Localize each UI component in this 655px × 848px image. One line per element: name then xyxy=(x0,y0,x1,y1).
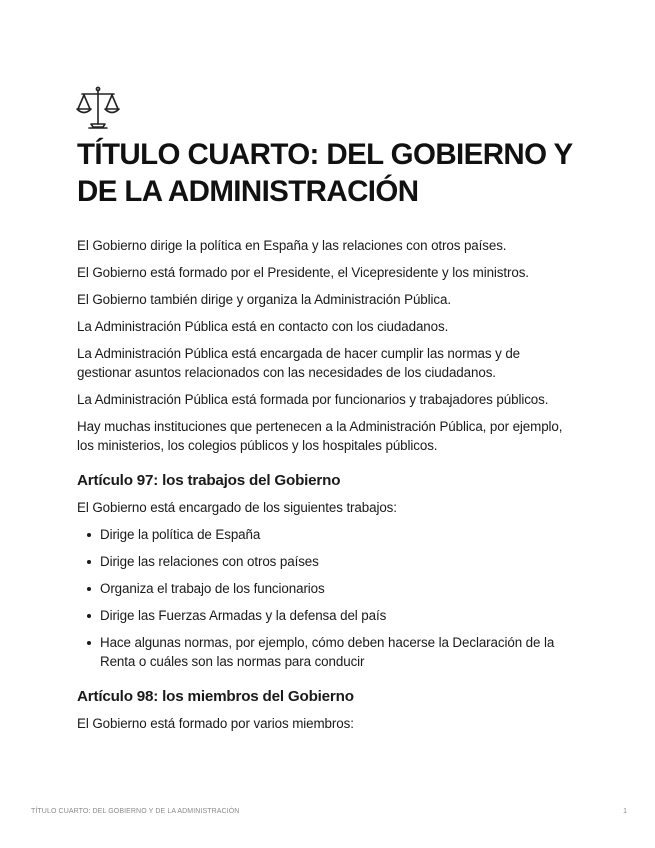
section-heading-article-97: Artículo 97: los trabajos del Gobierno xyxy=(77,472,341,489)
paragraph: La Administración Pública está formada por funcionarios y trabajadores públicos. xyxy=(77,392,549,407)
list-item xyxy=(77,606,577,625)
document-body xyxy=(77,236,577,733)
bullet-icon xyxy=(87,614,91,618)
paragraph: La Administración Pública está en contacto con los ciudadanos. xyxy=(77,319,449,334)
paragraph: El Gobierno también dirige y organiza la Administración Pública. xyxy=(77,292,451,307)
paragraph: Hay muchas instituciones que pertenecen a la Administración Pública, por ejemplo, los ministerios, los colegios públicos y los hospitales públicos. xyxy=(77,419,563,453)
scales-of-justice-icon xyxy=(74,84,122,132)
list-item-text: Dirige las relaciones con otros países xyxy=(100,554,319,569)
page-content xyxy=(77,84,577,741)
list-item xyxy=(77,552,577,571)
footer-page-number: 1 xyxy=(623,808,627,815)
section-lead: El Gobierno está encargado de los siguientes trabajos: xyxy=(77,500,397,515)
paragraph: El Gobierno dirige la política en España y las relaciones con otros países. xyxy=(77,238,507,253)
page-title: TÍTULO CUARTO: DEL GOBIERNO Y DE LA ADMINISTRACIÓN xyxy=(77,138,573,208)
list-item xyxy=(77,633,577,671)
list-item-text: Organiza el trabajo de los funcionarios xyxy=(100,581,325,596)
list-item xyxy=(77,525,577,544)
footer-running-title: TÍTULO CUARTO: DEL GOBIERNO Y DE LA ADMINISTRACIÓN xyxy=(31,808,240,815)
section-lead: El Gobierno está formado por varios miembros: xyxy=(77,716,354,731)
bullet-icon xyxy=(87,560,91,564)
list-item-text: Hace algunas normas, por ejemplo, cómo deben hacerse la Declaración de la Renta o cuáles son las normas para conducir xyxy=(100,635,555,669)
paragraph: La Administración Pública está encargada de hacer cumplir las normas y de gestionar asuntos relacionados con las necesidades de los ciudadanos. xyxy=(77,346,521,380)
bullet-icon xyxy=(87,533,91,537)
list-item-text: Dirige las Fuerzas Armadas y la defensa del país xyxy=(100,608,387,623)
list-item-text: Dirige la política de España xyxy=(100,527,261,542)
list-item xyxy=(77,579,577,598)
bullet-list xyxy=(77,525,577,671)
paragraph: El Gobierno está formado por el Presidente, el Vicepresidente y los ministros. xyxy=(77,265,529,280)
bullet-icon xyxy=(87,641,91,645)
bullet-icon xyxy=(87,587,91,591)
section-heading-article-98: Artículo 98: los miembros del Gobierno xyxy=(77,688,354,705)
